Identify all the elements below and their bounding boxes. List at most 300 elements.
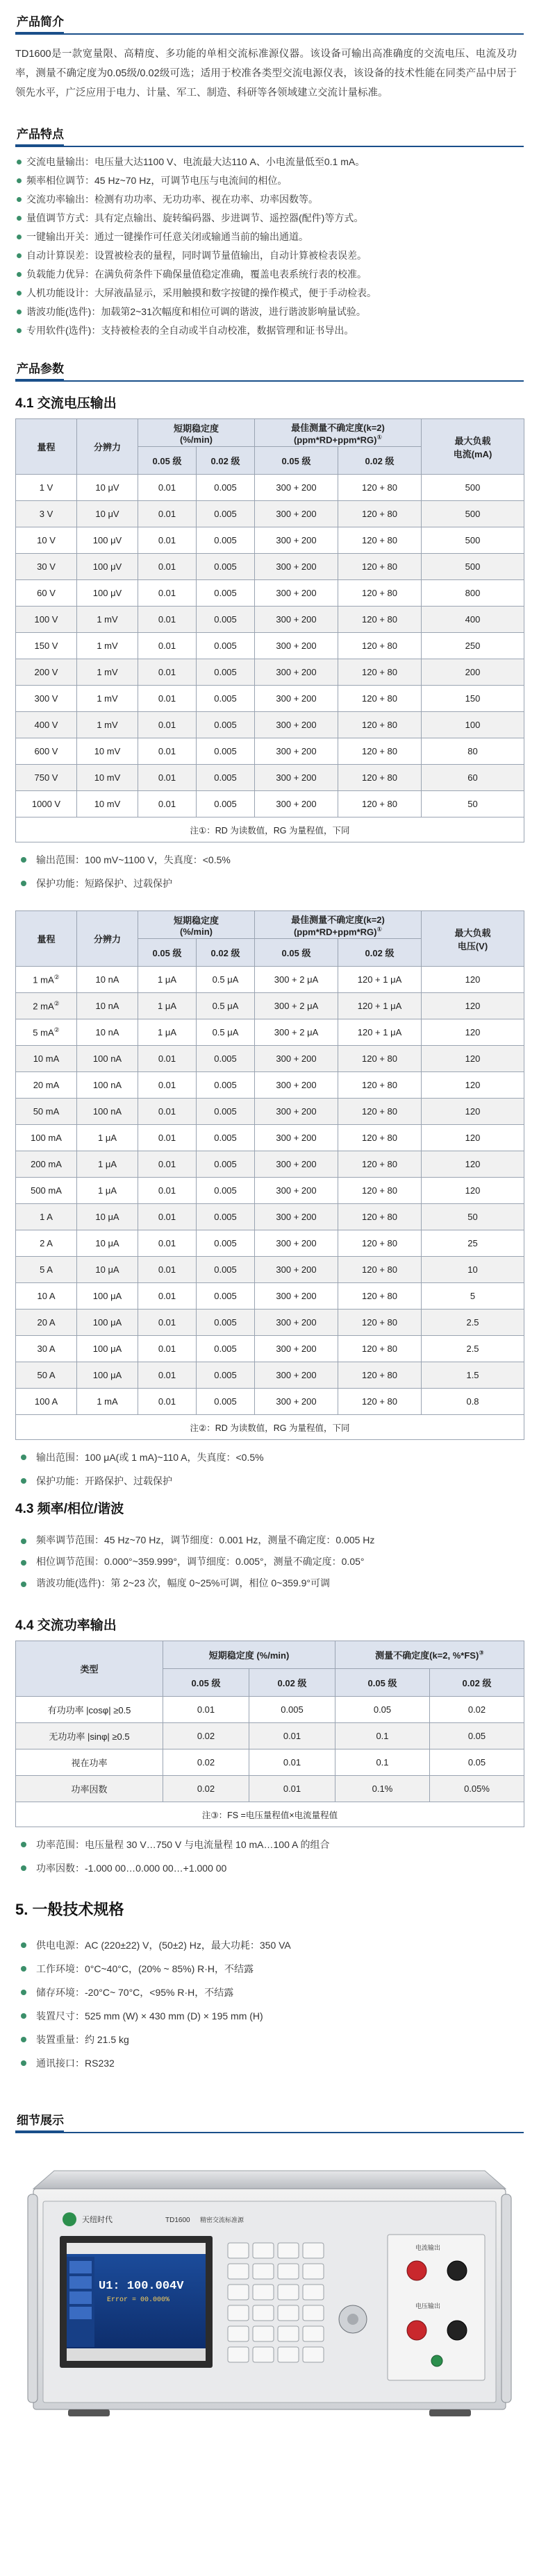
device-illustration	[26, 2153, 513, 2430]
cell-max-load: 500	[422, 475, 524, 501]
cell-resolution: 100 nA	[77, 1099, 138, 1125]
col-header-grade: 0.05 级	[335, 1669, 430, 1697]
params-section-title: 产品参数	[17, 362, 64, 375]
cell-max-load: 50	[422, 1204, 524, 1230]
cell-stability-002: 0.005	[197, 554, 255, 580]
feature-item	[15, 228, 524, 246]
spec-text: 装置尺寸：525 mm (W) × 430 mm (D) × 195 mm (H)	[36, 2010, 263, 2022]
cell-range: 400 V	[16, 712, 77, 738]
intro-paragraph: TD1600是一款宽量限、高精度、多功能的单相交流标准源仪器。该设备可输出高准确度的交流电压、电流及功率，测量不确定度为0.05级/0.02级可选；适用于校准各类型交流电源仪表，该设备的技术性能在同类产品中居于领先水平，广泛应用于电力、计量、军工、制造、科研等各领域建立交流计量标准。	[15, 49, 517, 99]
cell-uncert-002: 120 + 80	[338, 1257, 422, 1283]
cell-resolution: 100 μV	[77, 554, 138, 580]
cell-uncert-005: 300 + 200	[255, 1151, 338, 1178]
cell-max-load: 2.5	[422, 1310, 524, 1336]
left-handle	[28, 2194, 38, 2403]
lcd-top-bar	[67, 2243, 206, 2254]
table-row	[16, 475, 524, 501]
cell-range: 500 mA	[16, 1178, 77, 1204]
cell-range: 1 A	[16, 1204, 77, 1230]
col-header-grade: 0.05 级	[255, 447, 338, 475]
cell-stability-005: 0.01	[138, 765, 197, 791]
bullet-dot-icon	[17, 178, 22, 183]
features-section-title: 产品特点	[17, 128, 64, 141]
cell-stability-005: 0.01	[138, 1204, 197, 1230]
cell-uncert-005: 300 + 200	[255, 1310, 338, 1336]
cell-uncert-002: 120 + 80	[338, 659, 422, 686]
lcd-menu-item	[69, 2307, 92, 2319]
cell-uncert-002: 120 + 80	[338, 475, 422, 501]
bullet-dot-icon	[17, 272, 22, 277]
cell-resolution: 1 μA	[77, 1125, 138, 1151]
cell-stability-005: 0.01	[138, 633, 197, 659]
cell-uncert-005: 300 + 200	[255, 633, 338, 659]
current-notes	[15, 1440, 524, 1495]
col-header-uncertainty: 测量不确定度(k=2, %*FS)③	[335, 1641, 524, 1669]
cell-resolution: 1 mV	[77, 659, 138, 686]
cell-uncert-002: 120 + 80	[338, 501, 422, 527]
product-photo	[15, 2133, 524, 2430]
bullet-dot-icon	[17, 291, 22, 296]
cell-range: 750 V	[16, 765, 77, 791]
bullet-dot-icon	[21, 1865, 26, 1871]
cell-range: 100 mA	[16, 1125, 77, 1151]
cell-range: 30 V	[16, 554, 77, 580]
cell-stability-002: 0.01	[249, 1723, 335, 1749]
cell-max-load: 2.5	[422, 1336, 524, 1362]
cell-range: 10 V	[16, 527, 77, 554]
terminal-label-current: 电流输出	[415, 2244, 441, 2251]
cell-stability-002: 0.005	[197, 607, 255, 633]
cell-max-load: 5	[422, 1283, 524, 1310]
table-row	[16, 1125, 524, 1151]
cell-range: 2 A	[16, 1230, 77, 1257]
cell-resolution: 10 μA	[77, 1257, 138, 1283]
cell-uncert-002: 120 + 80	[338, 712, 422, 738]
table-row	[16, 1697, 524, 1723]
cell-range: 2 mA②	[16, 993, 77, 1019]
cell-type: 无功功率 |sinφ| ≥0.5	[16, 1723, 163, 1749]
col-header-stability: 短期稳定度 (%/min)	[163, 1641, 335, 1669]
section-accent-bar	[15, 2130, 64, 2133]
table-row	[16, 527, 524, 554]
cell-range: 10 mA	[16, 1046, 77, 1072]
cell-stability-002: 0.005	[197, 1204, 255, 1230]
cell-uncert-002: 120 + 80	[338, 1151, 422, 1178]
cell-uncert-005: 300 + 200	[255, 475, 338, 501]
device-foot	[429, 2409, 471, 2416]
cell-stability-005: 0.01	[138, 1099, 197, 1125]
cell-resolution: 10 μV	[77, 475, 138, 501]
lcd-main-reading: U1: 100.004V	[99, 2280, 184, 2293]
table-row	[16, 554, 524, 580]
col-header-uncertainty: 最佳测量不确定度(k=2) (ppm*RD+ppm*RG)①	[255, 419, 422, 447]
cell-resolution: 10 mV	[77, 765, 138, 791]
cell-range: 50 A	[16, 1362, 77, 1389]
cell-stability-002: 0.005	[197, 1125, 255, 1151]
voltage-table-body	[16, 475, 524, 842]
cell-max-load: 250	[422, 633, 524, 659]
cell-max-load: 200	[422, 659, 524, 686]
col-header-type: 类型	[16, 1641, 163, 1697]
table-note-row	[16, 1802, 524, 1827]
cell-stability-005: 0.01	[138, 791, 197, 817]
cell-max-load: 25	[422, 1230, 524, 1257]
table-row	[16, 967, 524, 993]
cell-uncert-005: 300 + 200	[255, 738, 338, 765]
cell-stability-002: 0.005	[197, 686, 255, 712]
table-row	[16, 993, 524, 1019]
general-subtitle: 5. 一般技术规格	[15, 1901, 124, 1918]
bullet-dot-icon	[17, 253, 22, 258]
col-header-resolution: 分辨力	[77, 419, 138, 475]
cell-max-load: 120	[422, 967, 524, 993]
terminal-black-icon	[447, 2261, 467, 2280]
cell-stability-002: 0.005	[197, 527, 255, 554]
cell-uncert-002: 120 + 80	[338, 633, 422, 659]
params-section-header	[15, 347, 524, 382]
cell-range: 200 V	[16, 659, 77, 686]
cell-uncert-005: 300 + 200	[255, 1204, 338, 1230]
terminal-black-icon	[447, 2321, 467, 2340]
feature-item	[15, 209, 524, 228]
cell-stability-005: 0.01	[138, 501, 197, 527]
cell-max-load: 800	[422, 580, 524, 607]
cell-uncert-005: 300 + 200	[255, 1178, 338, 1204]
cell-max-load: 10	[422, 1257, 524, 1283]
cell-stability-005: 0.01	[138, 580, 197, 607]
cell-type: 有功功率 |cosφ| ≥0.5	[16, 1697, 163, 1723]
bullet-dot-icon	[21, 2060, 26, 2066]
spec-text: 工作环境：0°C~40°C，(20% ~ 85%) R·H，不结露	[36, 1963, 254, 1974]
cell-max-load: 400	[422, 607, 524, 633]
lcd-menu-item	[69, 2291, 92, 2304]
cell-resolution: 1 mV	[77, 712, 138, 738]
bullet-dot-icon	[17, 216, 22, 221]
cell-resolution: 10 μV	[77, 501, 138, 527]
cell-stability-002: 0.005	[197, 1178, 255, 1204]
table-row	[16, 1151, 524, 1178]
table-row	[16, 1178, 524, 1204]
feature-item	[15, 303, 524, 321]
table-row	[16, 1389, 524, 1415]
cell-max-load: 120	[422, 1125, 524, 1151]
power-subtitle: 4.4 交流功率输出	[15, 1618, 117, 1633]
spec-bullet	[15, 1469, 524, 1493]
cell-stability-002: 0.005	[197, 1257, 255, 1283]
voltage-notes	[15, 842, 524, 898]
feature-text: 频率相位调节：45 Hz~70 Hz，可调节电压与电流间的相位。	[26, 175, 288, 186]
cell-uncert-005: 300 + 200	[255, 1072, 338, 1099]
spec-text: 保护功能：开路保护、过载保护	[36, 1475, 172, 1486]
cell-stability-002: 0.5 μA	[197, 993, 255, 1019]
cell-stability-005: 0.02	[163, 1776, 249, 1802]
feature-item	[15, 171, 524, 190]
cell-stability-005: 0.01	[138, 1310, 197, 1336]
cell-stability-002: 0.005	[197, 633, 255, 659]
cell-stability-005: 0.01	[138, 1283, 197, 1310]
cell-stability-005: 0.01	[138, 1230, 197, 1257]
section-accent-bar	[15, 144, 64, 147]
table-row	[16, 1099, 524, 1125]
col-header-max-load: 最大负载 电压(V)	[422, 911, 524, 967]
cell-stability-002: 0.01	[249, 1749, 335, 1776]
table-row	[16, 1072, 524, 1099]
cell-stability-005: 0.02	[163, 1749, 249, 1776]
terminal-red-icon	[407, 2321, 426, 2340]
cell-max-load: 0.8	[422, 1389, 524, 1415]
cell-uncert-005: 300 + 200	[255, 501, 338, 527]
cell-max-load: 150	[422, 686, 524, 712]
cell-resolution: 10 mV	[77, 791, 138, 817]
lcd-menu-item	[69, 2276, 92, 2289]
spec-bullet	[15, 2028, 524, 2051]
lcd-status-bar	[67, 2348, 206, 2361]
cell-uncert-002: 0.05	[430, 1749, 524, 1776]
bullet-dot-icon	[21, 2013, 26, 2019]
power-table	[15, 1641, 524, 1827]
spec-bullet	[15, 1833, 524, 1856]
spec-bullet	[15, 1530, 524, 1551]
table-row	[16, 1723, 524, 1749]
feature-item	[15, 321, 524, 340]
model-name: TD1600	[165, 2217, 190, 2224]
cell-resolution: 10 μA	[77, 1204, 138, 1230]
cell-type: 视在功率	[16, 1749, 163, 1776]
cell-uncert-002: 120 + 80	[338, 1310, 422, 1336]
cell-uncert-005: 300 + 200	[255, 1362, 338, 1389]
bullet-dot-icon	[21, 1582, 26, 1587]
detail-section-title: 细节展示	[17, 2114, 64, 2127]
cell-stability-005: 0.01	[138, 659, 197, 686]
cell-uncert-005: 0.1	[335, 1749, 430, 1776]
col-header-grade: 0.02 级	[249, 1669, 335, 1697]
cell-max-load: 60	[422, 765, 524, 791]
bullet-dot-icon	[17, 235, 22, 239]
spec-text: 供电电源：AC (220±22) V，(50±2) Hz，最大功耗：350 VA	[36, 1940, 291, 1951]
cell-uncert-005: 300 + 200	[255, 1283, 338, 1310]
feature-text: 人机功能设计：大屏液晶显示，采用触摸和数字按键的操作模式，便于手动检表。	[26, 287, 376, 298]
cell-stability-005: 0.01	[138, 1178, 197, 1204]
cell-stability-002: 0.005	[197, 1362, 255, 1389]
cell-resolution: 100 μA	[77, 1310, 138, 1336]
general-list	[15, 1928, 524, 2078]
table-note: 注①：RD 为读数值，RG 为量程值，下同	[16, 817, 524, 842]
cell-range: 600 V	[16, 738, 77, 765]
intro-section-title: 产品简介	[17, 15, 64, 28]
spec-text: 功率范围：电压量程 30 V…750 V 与电流量程 10 mA…100 A 的组合	[36, 1839, 330, 1850]
cell-stability-002: 0.005	[197, 1336, 255, 1362]
cell-resolution: 100 μA	[77, 1336, 138, 1362]
cell-max-load: 120	[422, 1019, 524, 1046]
cell-uncert-005: 300 + 200	[255, 527, 338, 554]
cell-stability-005: 0.01	[138, 1151, 197, 1178]
col-header-stability: 短期稳定度 (%/min)	[138, 911, 255, 939]
bullet-dot-icon	[21, 1455, 26, 1460]
cell-uncert-005: 300 + 200	[255, 659, 338, 686]
table-row	[16, 659, 524, 686]
cell-resolution: 10 nA	[77, 993, 138, 1019]
cell-stability-002: 0.005	[197, 791, 255, 817]
brand-name: 天纽时代	[82, 2216, 113, 2224]
col-header-grade: 0.02 级	[197, 939, 255, 967]
cell-max-load: 120	[422, 1151, 524, 1178]
cell-stability-002: 0.005	[197, 501, 255, 527]
spec-text: 保护功能：短路保护、过载保护	[36, 878, 172, 889]
spec-bullet	[15, 2004, 524, 2028]
cell-stability-005: 0.01	[138, 475, 197, 501]
table-row	[16, 1283, 524, 1310]
table-note-row	[16, 817, 524, 842]
cell-max-load: 100	[422, 712, 524, 738]
cell-uncert-005: 300 + 200	[255, 1257, 338, 1283]
cell-stability-002: 0.005	[197, 659, 255, 686]
cell-uncert-002: 120 + 80	[338, 738, 422, 765]
col-header-grade: 0.02 级	[197, 447, 255, 475]
feature-text: 交流电量输出：电压量大达1100 V、电流最大达110 A、小电流量低至0.1 mA。	[26, 156, 365, 167]
cell-uncert-005: 300 + 200	[255, 1099, 338, 1125]
cell-uncert-002: 0.05	[430, 1723, 524, 1749]
cell-stability-005: 0.02	[163, 1723, 249, 1749]
cell-range: 1000 V	[16, 791, 77, 817]
cell-uncert-005: 300 + 200	[255, 1336, 338, 1362]
table-note-row	[16, 1415, 524, 1440]
cell-uncert-005: 300 + 200	[255, 686, 338, 712]
cell-stability-005: 1 μA	[138, 967, 197, 993]
cell-stability-002: 0.5 μA	[197, 967, 255, 993]
col-header-grade: 0.02 级	[338, 939, 422, 967]
device-top	[33, 2171, 506, 2189]
cell-range: 3 V	[16, 501, 77, 527]
cell-stability-002: 0.005	[197, 712, 255, 738]
bullet-dot-icon	[17, 160, 22, 164]
cell-stability-002: 0.005	[197, 765, 255, 791]
col-header-range: 量程	[16, 419, 77, 475]
spec-bullet	[15, 1573, 524, 1594]
voltage-subtitle: 4.1 交流电压输出	[15, 396, 117, 411]
cell-stability-005: 0.01	[138, 554, 197, 580]
col-header-grade: 0.05 级	[163, 1669, 249, 1697]
terminal-label-voltage: 电压输出	[415, 2303, 441, 2310]
cell-range: 1 mA②	[16, 967, 77, 993]
table-note: 注③：FS =电压量程值×电流量程值	[16, 1802, 524, 1827]
col-header-max-load: 最大负载 电流(mA)	[422, 419, 524, 475]
table-row	[16, 1336, 524, 1362]
terminal-red-icon	[407, 2261, 426, 2280]
cell-uncert-002: 120 + 80	[338, 1178, 422, 1204]
bullet-dot-icon	[21, 1942, 26, 1948]
cell-uncert-005: 300 + 2 μA	[255, 967, 338, 993]
cell-uncert-002: 120 + 80	[338, 1283, 422, 1310]
cell-stability-002: 0.005	[197, 1310, 255, 1336]
power-notes	[15, 1827, 524, 1883]
detail-section-header	[15, 2099, 524, 2133]
cell-stability-005: 0.01	[138, 1046, 197, 1072]
bullet-dot-icon	[17, 197, 22, 202]
cell-stability-005: 0.01	[138, 686, 197, 712]
voltage-table	[15, 418, 524, 842]
cell-stability-002: 0.005	[249, 1697, 335, 1723]
cell-uncert-002: 120 + 80	[338, 791, 422, 817]
cell-stability-005: 0.01	[138, 1389, 197, 1415]
bullet-dot-icon	[17, 310, 22, 314]
right-handle	[501, 2194, 511, 2403]
cell-uncert-005: 300 + 200	[255, 1125, 338, 1151]
cell-uncert-005: 0.05	[335, 1697, 430, 1723]
col-header-resolution: 分辨力	[77, 911, 138, 967]
cell-range: 20 mA	[16, 1072, 77, 1099]
col-header-stability: 短期稳定度 (%/min)	[138, 419, 255, 447]
cell-stability-002: 0.01	[249, 1776, 335, 1802]
col-header-grade: 0.02 级	[338, 447, 422, 475]
cell-uncert-002: 120 + 80	[338, 1389, 422, 1415]
col-header-grade: 0.05 级	[138, 447, 197, 475]
spec-bullet	[15, 1957, 524, 1981]
col-header-grade: 0.05 级	[255, 939, 338, 967]
feature-item	[15, 246, 524, 265]
cell-max-load: 50	[422, 791, 524, 817]
cell-resolution: 1 μA	[77, 1151, 138, 1178]
spec-bullet	[15, 1446, 524, 1469]
cell-resolution: 100 nA	[77, 1046, 138, 1072]
cell-stability-002: 0.005	[197, 1099, 255, 1125]
feature-item	[15, 190, 524, 209]
feature-text: 交流功率输出：检测有功功率、无功功率、视在功率、功率因数等。	[26, 194, 318, 205]
cell-uncert-002: 120 + 80	[338, 1099, 422, 1125]
cell-stability-005: 0.01	[163, 1697, 249, 1723]
device-foot	[68, 2409, 110, 2416]
cell-uncert-002: 120 + 80	[338, 1125, 422, 1151]
spec-bullet	[15, 1981, 524, 2004]
cell-stability-002: 0.005	[197, 1072, 255, 1099]
cell-range: 150 V	[16, 633, 77, 659]
spec-text: 输出范围：100 μA(或 1 mA)~110 A，失真度：<0.5%	[36, 1452, 264, 1463]
table-row	[16, 633, 524, 659]
cell-resolution: 1 mA	[77, 1389, 138, 1415]
feature-text: 一键输出开关：通过一键操作可任意关闭或输通当前的输出通道。	[26, 231, 308, 242]
cell-resolution: 10 μA	[77, 1230, 138, 1257]
cell-stability-002: 0.005	[197, 1283, 255, 1310]
cell-range: 300 V	[16, 686, 77, 712]
cell-uncert-002: 120 + 80	[338, 1046, 422, 1072]
cell-resolution: 100 μA	[77, 1283, 138, 1310]
cell-range: 5 mA②	[16, 1019, 77, 1046]
table-row	[16, 501, 524, 527]
spec-text: 装置重量：约 21.5 kg	[36, 2034, 129, 2045]
table-row	[16, 1204, 524, 1230]
cell-uncert-002: 120 + 80	[338, 607, 422, 633]
cell-type: 功率因数	[16, 1776, 163, 1802]
table-row	[16, 580, 524, 607]
bullet-dot-icon	[21, 1842, 26, 1847]
table-row	[16, 607, 524, 633]
cell-resolution: 1 mV	[77, 686, 138, 712]
cell-resolution: 10 mV	[77, 738, 138, 765]
freq-list	[15, 1524, 524, 1597]
cell-stability-005: 0.01	[138, 527, 197, 554]
spec-bullet	[15, 1856, 524, 1880]
brand-logo-icon	[63, 2212, 76, 2226]
cell-stability-002: 0.5 μA	[197, 1019, 255, 1046]
cell-resolution: 100 μV	[77, 580, 138, 607]
spec-text: 输出范围：100 mV~1100 V，失真度：<0.5%	[36, 854, 231, 865]
cell-stability-002: 0.005	[197, 1389, 255, 1415]
features-section-header	[15, 112, 524, 147]
cell-max-load: 120	[422, 1046, 524, 1072]
cell-stability-005: 1 μA	[138, 1019, 197, 1046]
intro-section-header	[15, 0, 524, 35]
cell-stability-005: 0.01	[138, 738, 197, 765]
cell-range: 30 A	[16, 1336, 77, 1362]
